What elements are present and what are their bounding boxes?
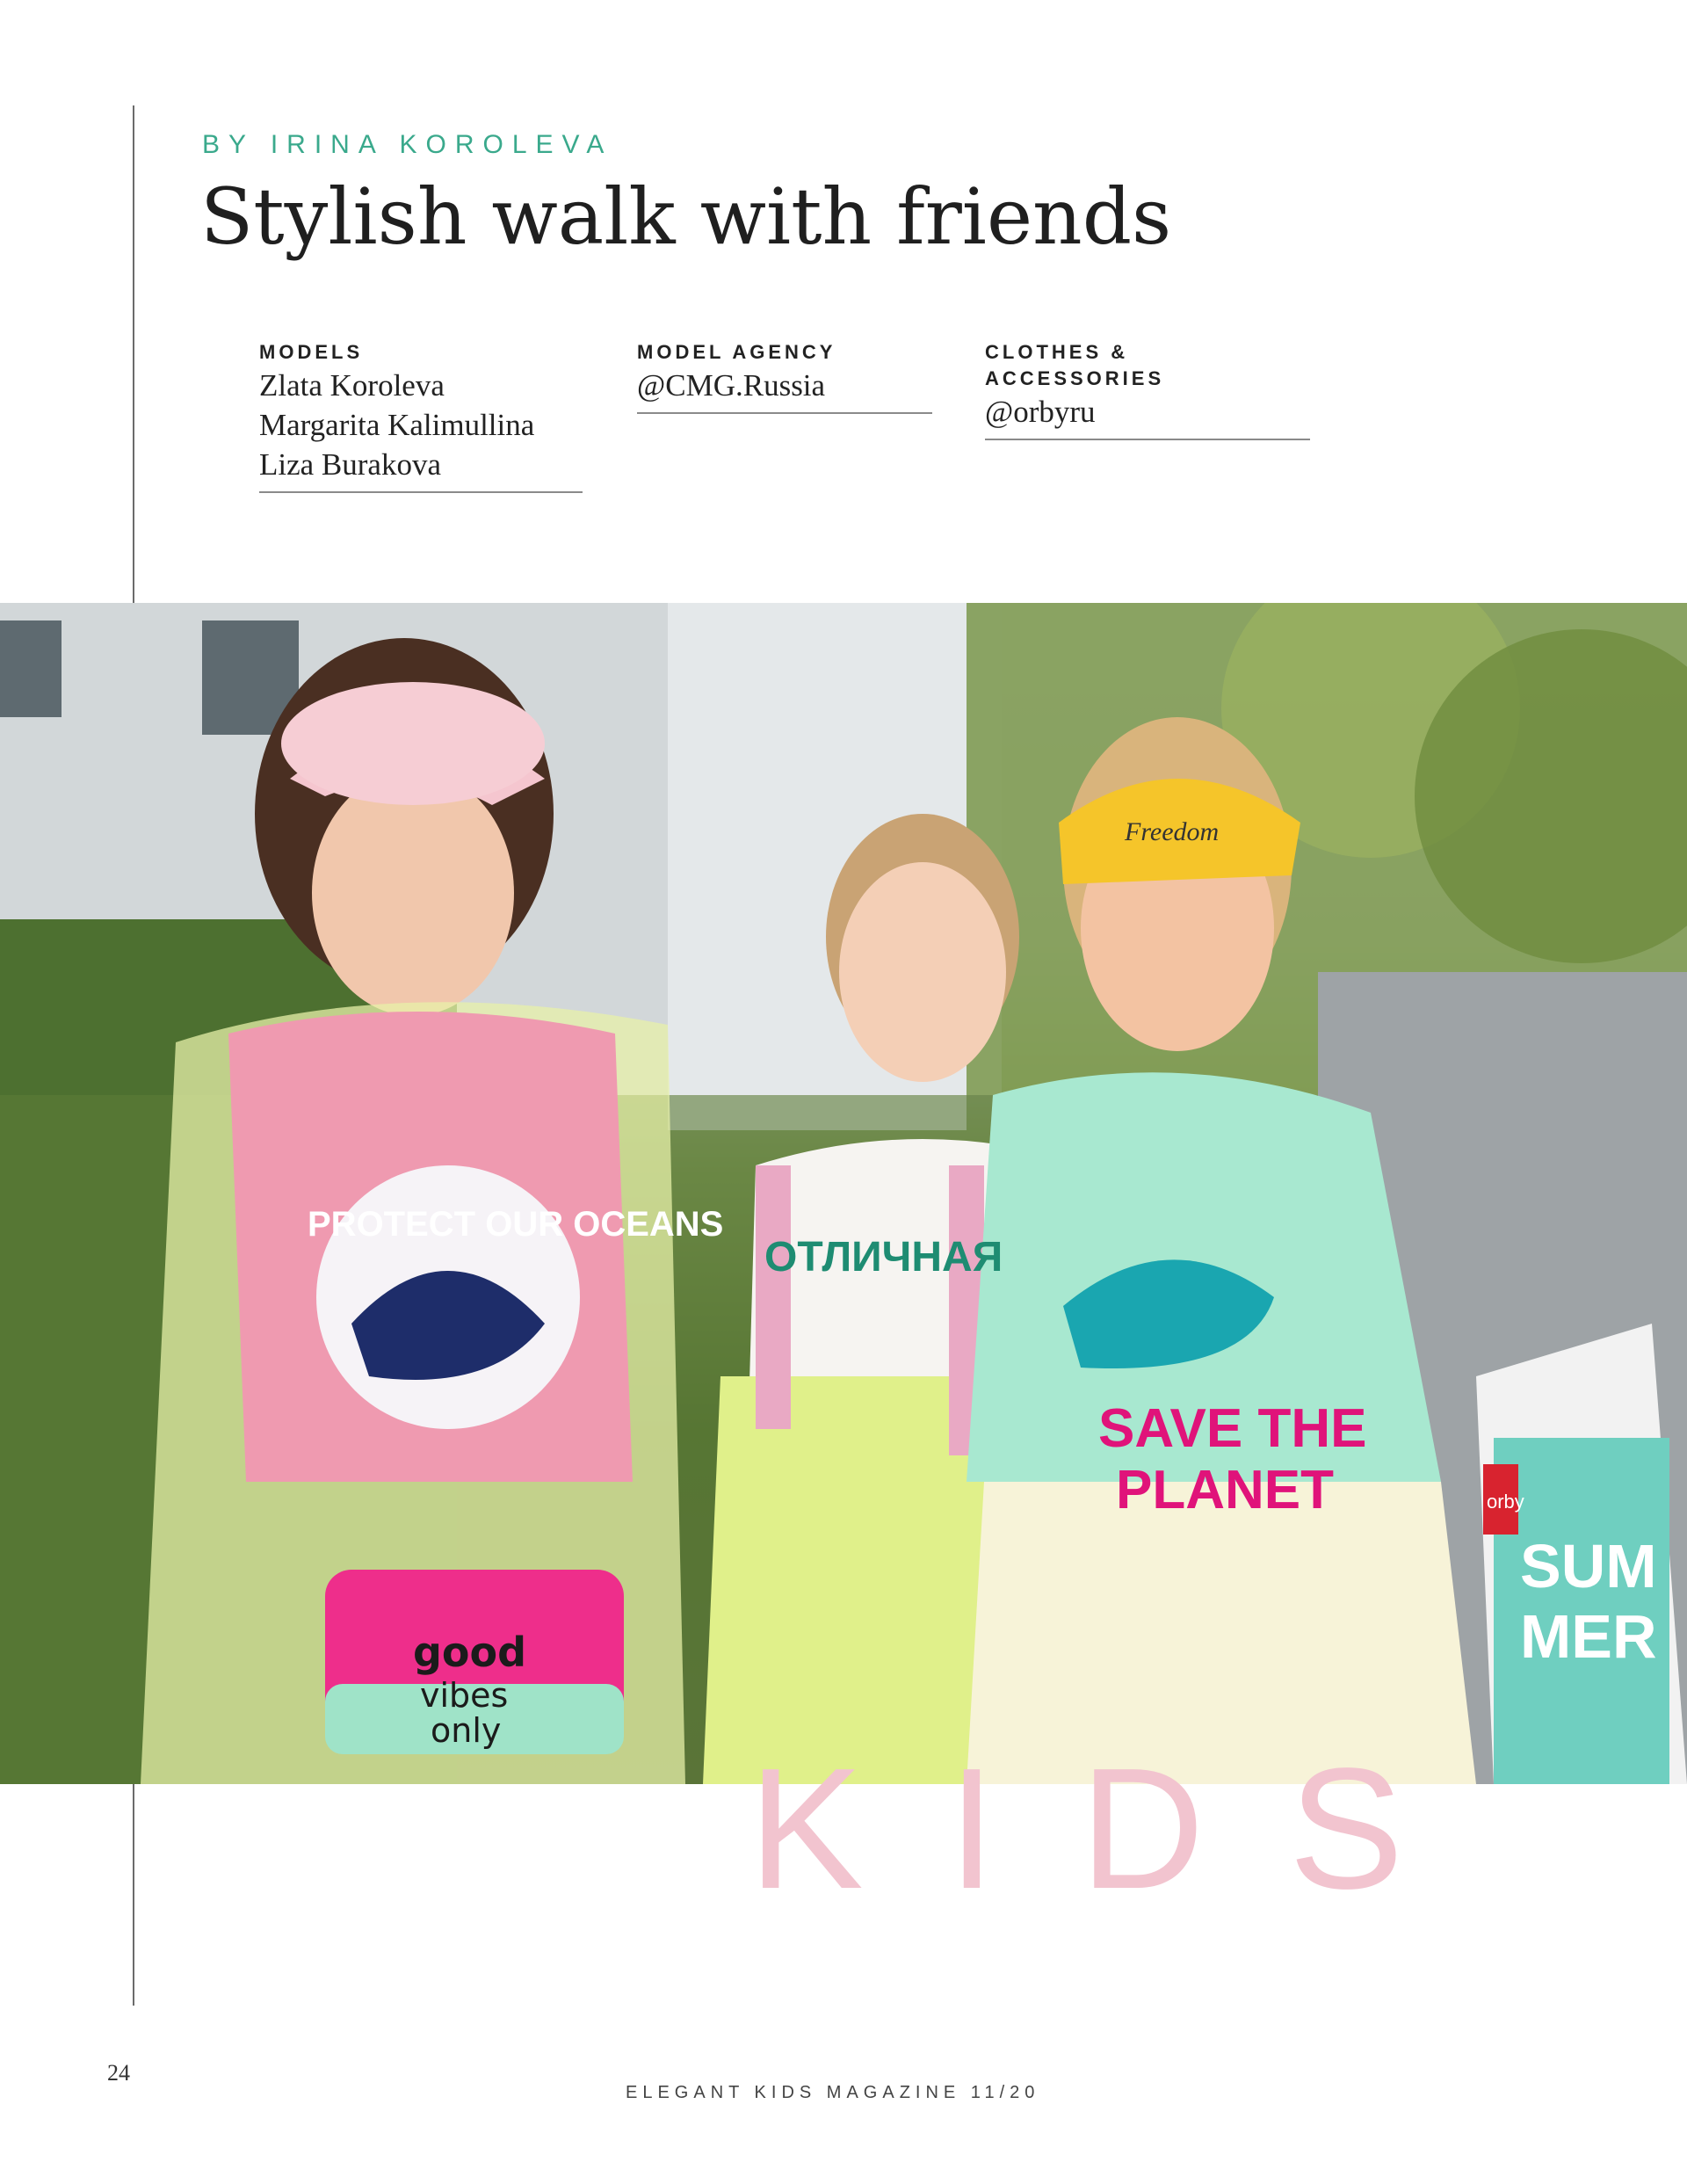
credit-underline xyxy=(985,439,1310,440)
page-number: 24 xyxy=(107,2060,130,2086)
credit-clothes-label: CLOTHES & ACCESSORIES xyxy=(985,341,1165,389)
byline: BY IRINA KOROLEVA xyxy=(202,130,613,159)
page-title: Stylish walk with friends xyxy=(200,171,1172,262)
credit-underline xyxy=(637,412,932,414)
credit-agency xyxy=(637,339,932,414)
shirt-right-text-line1: SAVE THE xyxy=(1098,1398,1367,1459)
bag-text-line1: good xyxy=(413,1629,527,1676)
tote-brand: orby xyxy=(1487,1491,1524,1513)
agency-handle: @CMG.Russia xyxy=(637,368,826,403)
model-name: Zlata Koroleva xyxy=(259,368,445,403)
model-name: Margarita Kalimullina xyxy=(259,408,535,442)
tote-text-line2: MER xyxy=(1520,1602,1657,1671)
tote-text-line1: SUM xyxy=(1520,1532,1657,1600)
hero-photo xyxy=(0,603,1687,1784)
shirt-right-text-line2: PLANET xyxy=(1116,1460,1334,1520)
credit-agency-label: MODEL AGENCY xyxy=(637,341,836,363)
window xyxy=(0,620,62,717)
section-word-kids: KIDS xyxy=(749,1732,1488,1925)
model-name: Liza Burakova xyxy=(259,447,441,482)
credit-clothes xyxy=(985,339,1310,440)
photo-illustration xyxy=(0,603,1687,1784)
shirt-left-text: PROTECT OUR OCEANS xyxy=(308,1205,724,1244)
credit-underline xyxy=(259,491,583,493)
credit-models xyxy=(259,339,583,493)
magazine-footer: ELEGANT KIDS MAGAZINE 11/20 xyxy=(626,2083,1040,2102)
clothes-handle: @orbyru xyxy=(985,395,1096,429)
visor-text: Freedom xyxy=(1125,817,1220,846)
bag-text-line3: only xyxy=(431,1711,502,1750)
shirt-middle-text: ОТЛИЧНАЯ xyxy=(764,1234,1003,1281)
credit-models-label: MODELS xyxy=(259,341,364,363)
bag-text-line2: vibes xyxy=(420,1676,509,1715)
